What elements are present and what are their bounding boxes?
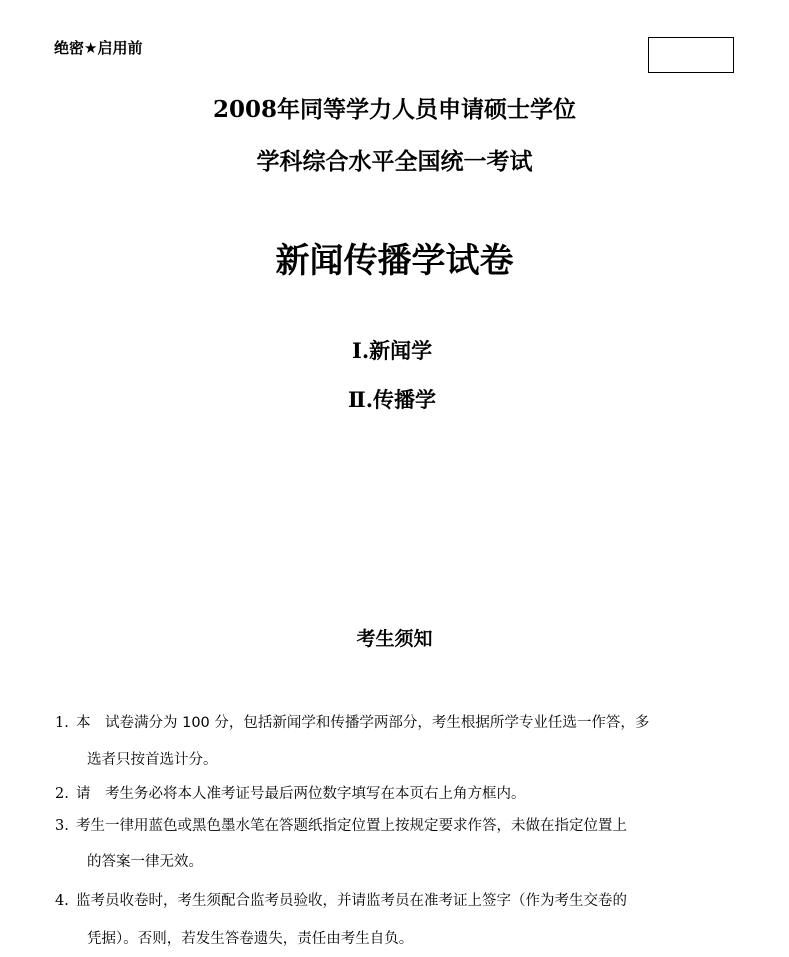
notice-item-number: 1.: [55, 715, 69, 731]
secret-label: 绝密★启用前: [54, 39, 143, 57]
notice-item-number: 3.: [55, 818, 69, 834]
paper-title: 新闻传播学试卷: [275, 241, 514, 281]
notice-item-2: [55, 782, 526, 803]
part-one-label: Ⅰ.新闻学: [352, 338, 433, 363]
part-two-label: Ⅱ.传播学: [348, 387, 437, 412]
notice-item-text: 本 试卷满分为 100 分，包括新闻学和传播学两部分，考生根据所学专业任选一作答，多: [76, 715, 650, 731]
notice-item-text: 请 考生务必将本人准考证号最后两位数字填写在本页右上角方框内。: [76, 786, 526, 802]
notice-item-text: 考生一律用蓝色或黑色墨水笔在答题纸指定位置上按规定要求作答，未做在指定位置上: [76, 818, 627, 834]
notice-item-4: [55, 889, 627, 910]
notice-item-1: [55, 711, 649, 732]
exam-title-line-1: 2008年同等学力人员申请硕士学位: [212, 96, 576, 123]
notice-item-3: [55, 814, 627, 835]
notice-item-text: 监考员收卷时，考生须配合监考员验收，并请监考员在准考证上签字（作为考生交卷的: [76, 893, 627, 909]
notice-item-1-continued: 选者只按首选计分。: [87, 752, 218, 768]
notice-item-number: 4.: [55, 893, 69, 909]
notice-item-4-continued: 凭据）。否则，若发生答卷遗失，责任由考生自负。: [87, 931, 414, 947]
exam-number-box: [648, 37, 734, 73]
notice-heading: 考生须知: [356, 628, 433, 650]
exam-title-line-2: 学科综合水平全国统一考试: [256, 148, 533, 175]
notice-item-3-continued: 的答案一律无效。: [87, 854, 203, 870]
notice-item-number: 2.: [55, 786, 69, 802]
